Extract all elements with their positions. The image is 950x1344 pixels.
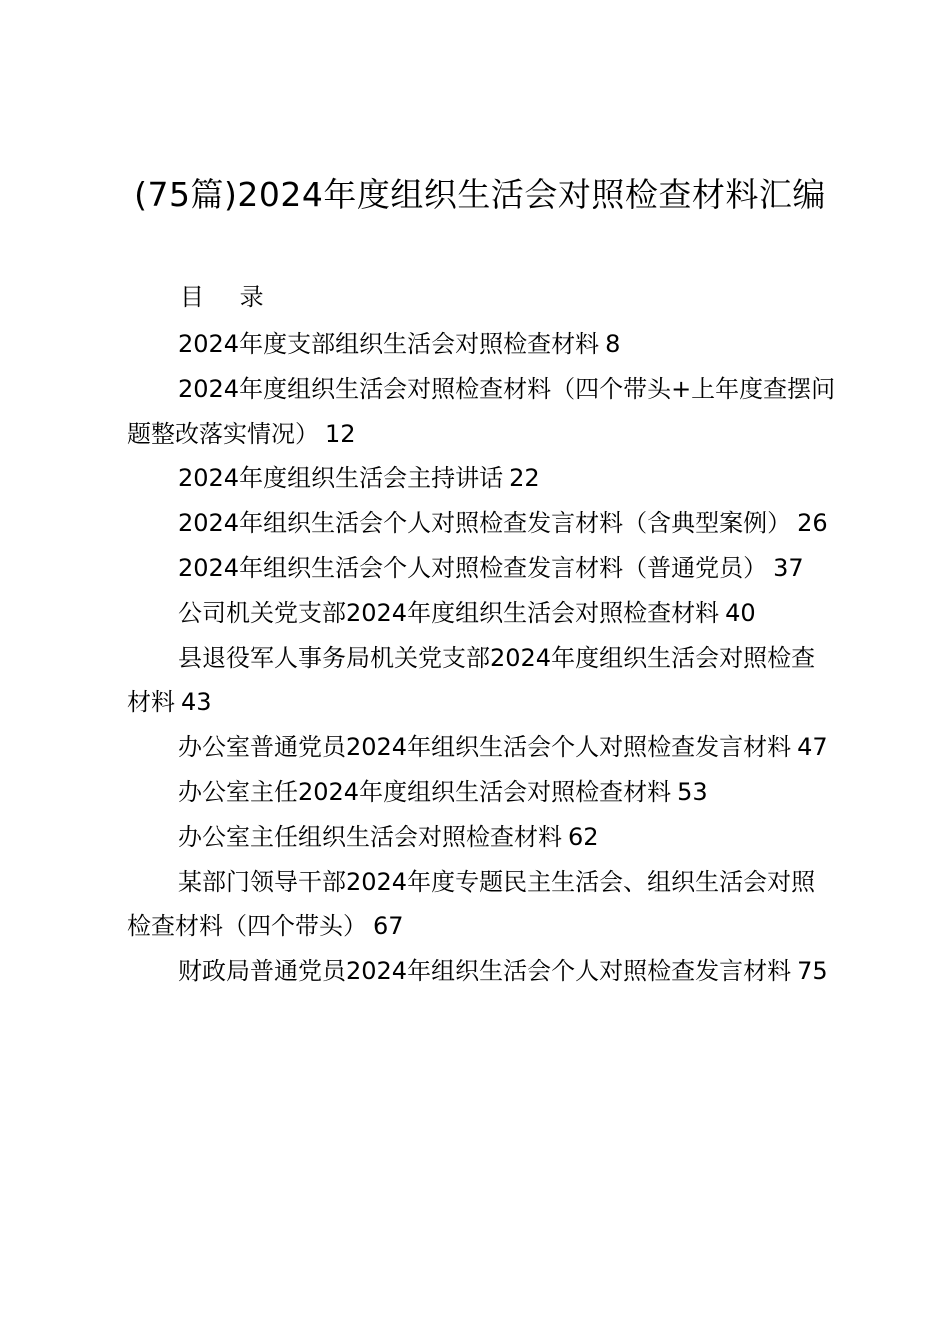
toc-item[interactable]: [127, 501, 837, 546]
toc-item[interactable]: [127, 591, 837, 636]
toc-item-page: 12: [325, 419, 356, 448]
toc-item-text: 2024年组织生活会个人对照检查发言材料（含典型案例）: [178, 509, 792, 538]
toc-item[interactable]: [127, 815, 837, 860]
toc-item-page: 26: [797, 509, 828, 538]
toc-heading: 目 录: [180, 283, 278, 311]
toc-item-text: 公司机关党支部2024年度组织生活会对照检查材料: [178, 598, 720, 627]
toc-item-text: 办公室主任组织生活会对照检查材料: [178, 822, 562, 851]
toc-item-page: 67: [373, 912, 404, 941]
toc-item-text: 办公室主任2024年度组织生活会对照检查材料: [178, 777, 672, 806]
toc-list: [127, 322, 837, 994]
toc-item-text: 财政局普通党员2024年组织生活会个人对照检查发言材料: [178, 957, 792, 986]
toc-item-text: 县退役军人事务局机关党支部2024年度组织生活会对照检查材料: [127, 643, 816, 717]
toc-item-page: 43: [181, 688, 212, 717]
toc-item-page: 37: [773, 553, 804, 582]
toc-item-page: 40: [725, 598, 756, 627]
toc-item-page: 62: [568, 822, 599, 851]
toc-item[interactable]: [127, 636, 837, 726]
toc-item[interactable]: [127, 322, 837, 367]
toc-item[interactable]: [127, 456, 837, 501]
toc-item-page: 53: [677, 777, 708, 806]
toc-item-page: 47: [797, 733, 828, 762]
toc-item-page: 22: [509, 464, 540, 493]
toc-item-text: 2024年组织生活会个人对照检查发言材料（普通党员）: [178, 553, 768, 582]
toc-item-text: 2024年度支部组织生活会对照检查材料: [178, 330, 600, 358]
document-title: (75篇)2024年度组织生活会对照检查材料汇编: [134, 175, 826, 214]
toc-item-text: 2024年度组织生活会对照检查材料（四个带头+上年度查摆问题整改落实情况）: [127, 374, 836, 448]
toc-item-page: 8: [605, 330, 621, 358]
toc-item-page: 75: [797, 957, 828, 986]
toc-item[interactable]: [127, 860, 837, 950]
toc-item[interactable]: [127, 367, 837, 457]
toc-item[interactable]: [127, 546, 837, 591]
toc-item-text: 某部门领导干部2024年度专题民主生活会、组织生活会对照检查材料（四个带头）: [127, 867, 816, 941]
toc-item[interactable]: [127, 770, 837, 815]
toc-item[interactable]: [127, 725, 837, 770]
toc-item-text: 2024年度组织生活会主持讲话: [178, 464, 504, 493]
toc-item[interactable]: [127, 949, 837, 994]
toc-item-text: 办公室普通党员2024年组织生活会个人对照检查发言材料: [178, 733, 792, 762]
